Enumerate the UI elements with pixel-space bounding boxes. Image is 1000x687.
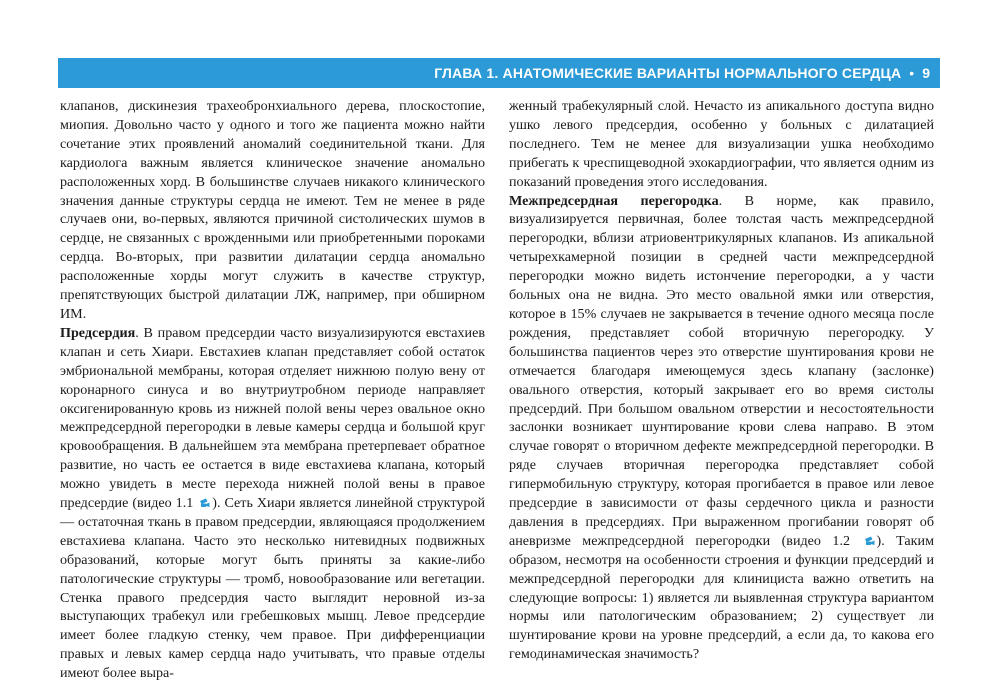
paragraph-septum [509, 192, 934, 665]
paragraph-atria [60, 324, 485, 683]
septum-text-part1: . В норме, как правило, визуализируется первичная, более толстая часть межпредсердной перегородки, вблизи атриовентрикулярных клапанов. Из апикальной четырехкамерной позиции в средней части межпредсердной перегородки можно видеть истончение перегородки, а у части больных она не видна. Это место овальной ямки или отверстия, которое в 15% случаев не закрывается в течение одного месяца после рождения, представляет собой вторичную перегородку. У большинства пациентов через это отверстие шунтирования крови не отмечается благодаря имеющемуся здесь клапану (заслонке) овального отверстия, который закрывает его во время систолы предсердий. При большом овальном отверстии и несостоятельности заслонки возникает шунтирование крови слева направо. В этом случае говорят о вторичном дефекте межпредсердной перегородки. В ряде случаев вторичная перегородка представляет собой гипермобильную структуру, которая прогибается в правое или левое предсердие в зависимости от фазы сердечного цикла и разности давления в предсердиях. При выраженном прогибании говорят об аневризме межпредсердной перегородки (видео 1.2 [509, 192, 934, 549]
right-column [509, 97, 934, 664]
paragraph-chords: клапанов, дискинезия трахеобронхиального дерева, плоскостопие, миопия. Довольно часто у одного и того же пациента можно найти сочетание этих проявлений аномалий соединительной ткани. Для кардиолога важным является клиническое значение аномально расположенных хорд. В большинстве случаев никакого клинического значения данные структуры сердца не имеют. Тем не менее в ряде случаев они, во-первых, являются причиной систолических шумов в сердце, не связанных с врожденными или приобретенными пороками сердца. Во-вторых, при развитии дилатации сердца аномально расположенные хорды могут служить в качестве структур, препятствующих быстрой дилатации ЛЖ, например, при обширном ИМ. [60, 98, 485, 322]
chapter-title: ГЛАВА 1. АНАТОМИЧЕСКИЕ ВАРИАНТЫ НОРМАЛЬНОГО СЕРДЦА [434, 65, 902, 81]
paragraph-trabecular: женный трабекулярный слой. Нечасто из апикального доступа видно ушко левого предсердия, особенно у больных с дилатацией последнего. Тем не менее для визуализации ушка необходимо прибегать к чреспищеводной эхокардиографии, что является одним из показаний проведения этого исследования. [509, 98, 934, 190]
video-camera-icon[interactable] [198, 497, 211, 508]
left-column [60, 97, 485, 683]
septum-text-part2: ). Таким образом, несмотря на особенности строения и функции предсердий и межпредсердной перегородки для клинициста важно ответить на следующие вопросы: 1) является ли выявленная структура вариантом нормы или патологическим образованием; 2) существует ли шунтирование крови на уровне предсердий, а если да, то какова его гемодинамическая значимость? [509, 532, 934, 663]
chapter-header-bar [58, 58, 940, 88]
section-lead-atria: Предсердия [60, 324, 136, 341]
atria-text-part2: ). Сеть Хиари является линейной структурой — остаточная ткань в правом предсердии, являющаяся продолжением евстахиева клапана. Часто это несколько нитевидных подвижных образований, которые могут быть приняты за какие-либо патологические структуры — тромб, новообразование или вегетации. Стенка правого предсердия часто выглядит неровной из-за выступающих трабекул или гребешковых мышц. Левое предсердие имеет более гладкую стенку, чем правое. При дифференциации правых и левых камер сердца надо учитывать, что правые отделы имеют более выра- [60, 495, 485, 682]
header-separator: • [909, 65, 915, 81]
page-number: 9 [922, 65, 930, 81]
atria-text-part1: . В правом предсердии часто визуализируются евстахиев клапан и сеть Хиари. Евстахиев клапан представляет собой остаток эмбриональной мембраны, которая отделяет нижнюю полую вену от коронарного синуса и во внутриутробном периоде направляет оксигенированную кровь из нижней полой вены через овальное окно межпредсердной перегородки в левые камеры сердца и большой круг кровообращения. В дальнейшем эта мембрана претерпевает обратное развитие, но часть ее остается в виде евстахиева клапана, который можно увидеть в месте перехода нижней полой вены в правое предсердие (видео 1.1 [60, 324, 485, 512]
section-lead-septum: Межпредсердная перегородка [509, 192, 719, 209]
video-camera-icon[interactable] [863, 535, 876, 546]
